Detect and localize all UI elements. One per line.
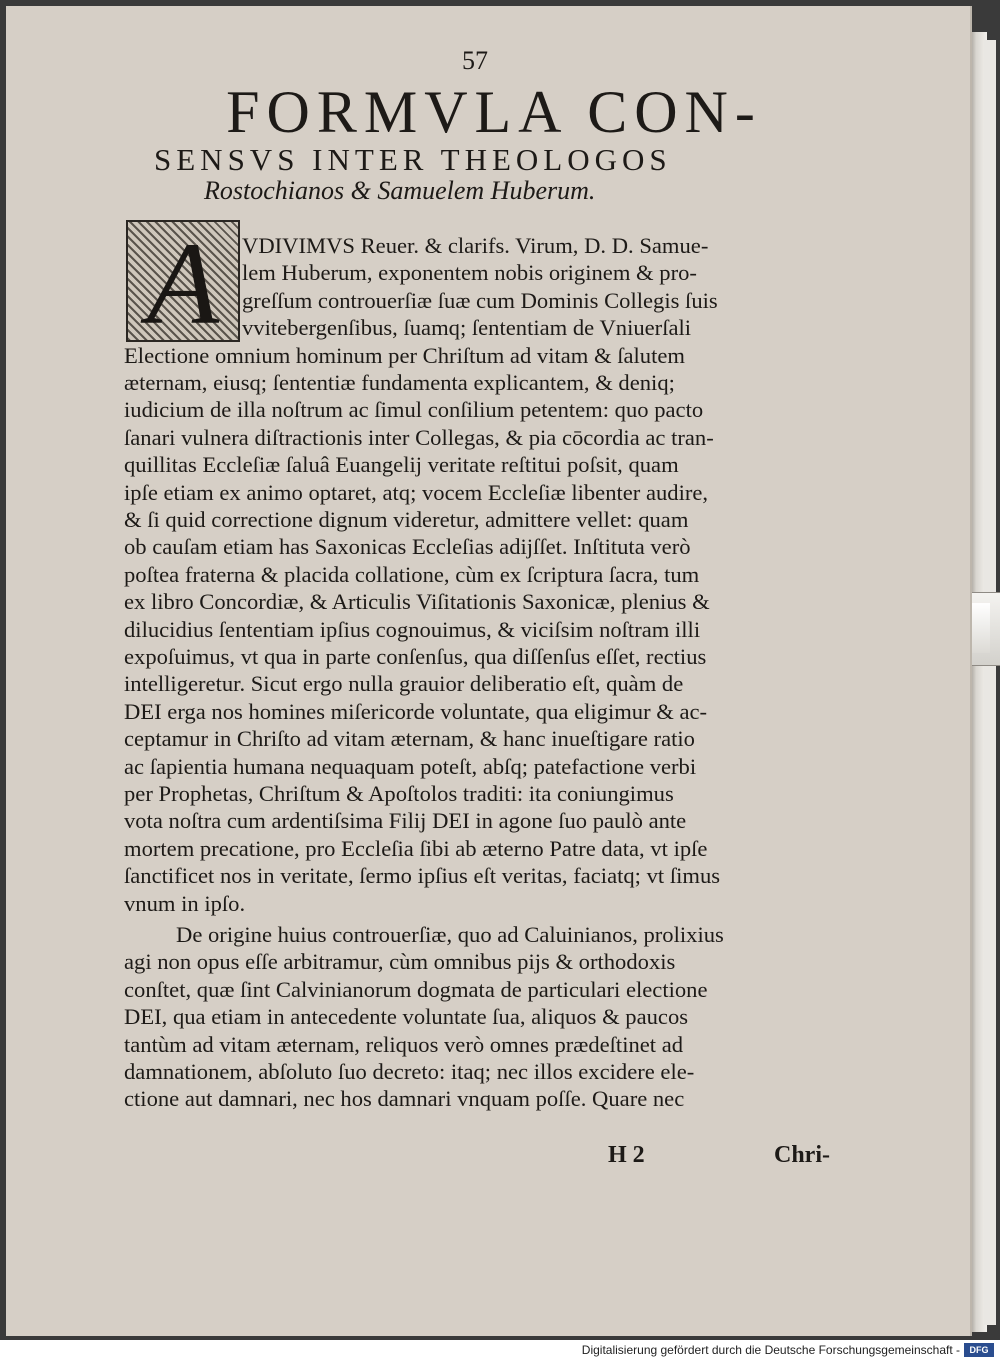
title-line-1: FORMVLA CON- (226, 79, 762, 145)
text-line: DEI erga nos homines miſericorde voluntate, qua eligimur & ac- (124, 698, 708, 724)
page-number: 57 (462, 46, 488, 75)
funding-credit: Digitalisierung gefördert durch die Deutsche Forschungsgemeinschaft - (581, 1343, 960, 1357)
text-line: expoſuimus, vt qua in parte conſenſus, qua diſſenſus eſſet, rectius (124, 644, 707, 669)
text-line: De origine huius controuerſiæ, quo ad Caluinianos, prolixius (176, 922, 724, 947)
footer-bar (0, 1340, 1000, 1361)
text-line: conſtet, quæ ſint Calvinianorum dogmata de particulari electione (124, 976, 708, 1002)
text-line: intelligeretur. Sicut ergo nulla grauior deliberatio eſt, quàm de (124, 671, 684, 697)
text-line: lem Huberum, exponentem nobis originem & pro- (242, 260, 697, 286)
text-line: ac ſapientia humana nequaquam poteſt, abſq; patefactione verbi (124, 753, 697, 779)
text-line: & ſi quid correctione dignum videretur, admittere vellet: quam (124, 507, 689, 532)
text-line: vnum in ipſo. (124, 890, 246, 916)
book-page-edge-inner (984, 40, 996, 1325)
text-line: ſanctificet nos in veritate, ſermo ipſius eſt veritas, faciatq; vt ſimus (124, 863, 721, 889)
text-line: damnationem, abſoluto ſuo decreto: itaq; nec illos excidere ele- (124, 1059, 695, 1084)
decorated-initial (126, 218, 240, 349)
text-line: VDIVIMVS Reuer. & clarifs. Virum, D. D. Samue- (242, 233, 709, 258)
text-line: ceptamur in Chriſto ad vitam æternam, & hanc inueſtigare ratio (124, 726, 695, 752)
initial-letter: A (146, 218, 220, 349)
text-line: Electione omnium hominum per Chriſtum ad vitam & ſalutem (124, 342, 685, 368)
text-line: ob cauſam etiam has Saxonicas Eccleſias adijſſet. Inſtituta verò (124, 534, 691, 560)
text-line: quillitas Eccleſiæ ſaluâ Euangelij veritate reſtitui poſsit, quam (124, 452, 679, 478)
text-line: æternam, eiusq; ſententiæ fundamenta explicantem, & deniq; (124, 370, 675, 395)
title-line-3: Rostochianos & Samuelem Huberum. (204, 176, 596, 205)
text-line: iudicium de illa noſtrum ac ſimul conſilium petentem: quo pacto (124, 397, 704, 423)
text-line: agi non opus eſſe arbitramur, cùm omnibus pijs & orthodoxis (124, 949, 676, 975)
text-line: ex libro Concordiæ, & Articulis Viſitationis Saxonicæ, plenius & (124, 589, 710, 615)
text-line: greſſum controuerſiæ ſuæ cum Dominis Collegis ſuis (242, 287, 718, 313)
text-line: vota noſtra cum ardentiſsima Filij DEI in agone ſuo paulò ante (124, 808, 687, 834)
text-line: mortem precatione, pro Eccleſia ſibi ab æterno Patre data, vt ipſe (124, 835, 708, 861)
text-line: tantùm ad vitam æternam, reliquos verò omnes prædeſtinet ad (124, 1031, 684, 1057)
text-line: dilucidius ſententiam ipſius cognouimus, & viciſsim noſtram illi (124, 616, 701, 642)
text-line: ctione aut damnari, nec hos damnari vnquam poſſe. Quare nec (124, 1086, 685, 1112)
text-line: DEI, qua etiam in antecedente voluntate ſua, aliquos & paucos (124, 1004, 689, 1030)
text-line: per Prophetas, Chriſtum & Apoſtolos traditi: ita coniungimus (124, 781, 674, 806)
scanned-page (6, 6, 970, 1336)
text-line: ipſe etiam ex animo optaret, atq; vocem Eccleſiæ libenter audire, (124, 479, 709, 505)
title-line-2: SENSVS INTER THEOLOGOS (154, 142, 672, 177)
signature-mark: H 2 (608, 1142, 645, 1168)
text-line: ſanari vulnera diſtractionis inter Collegas, & pia cōcordia ac tran- (124, 424, 714, 450)
text-line: poſtea fraterna & placida collatione, cùm ex ſcriptura ſacra, tum (124, 561, 700, 587)
dfg-logo: DFG (964, 1343, 994, 1357)
catchword: Chri- (774, 1142, 830, 1168)
text-line: vvitebergenſibus, ſuamq; ſententiam de Vniuerſali (242, 315, 692, 341)
